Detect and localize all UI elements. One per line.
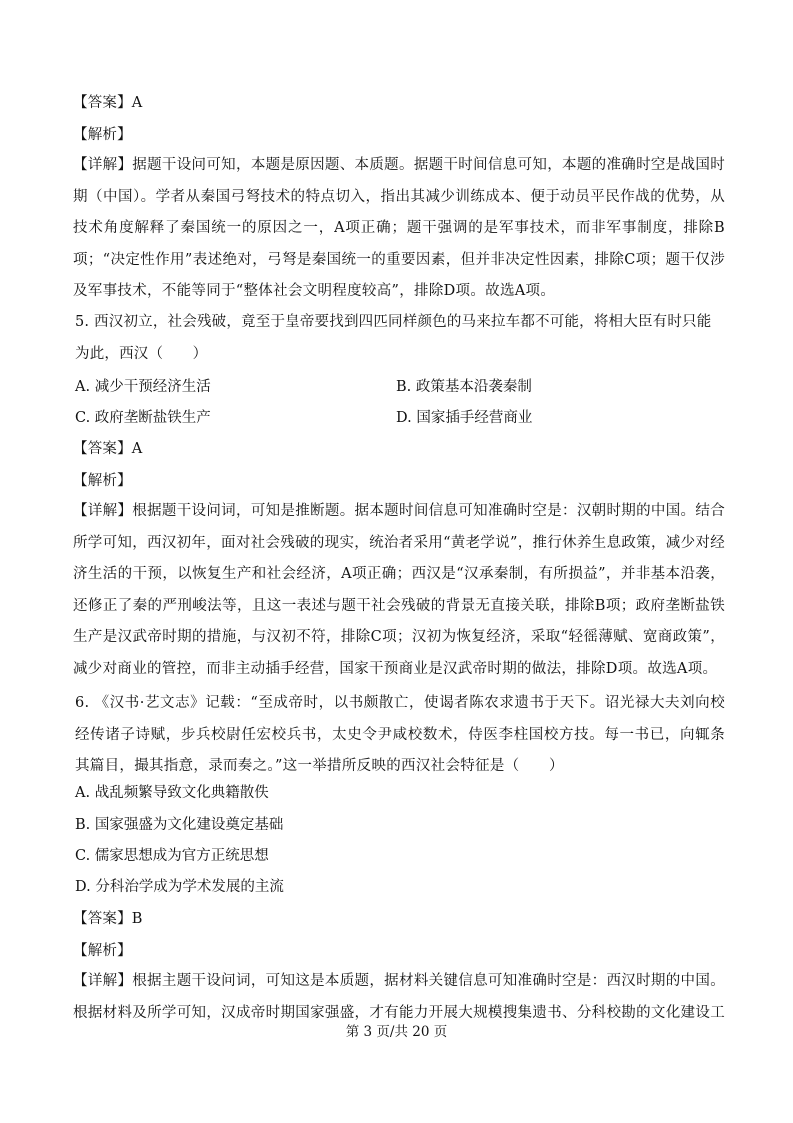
q5-option-c: C. 政府垄断盐铁生产	[75, 410, 211, 426]
q5-option-a: A. 减少干预经济生活	[75, 379, 211, 395]
q5-detail: 【详解】根据题干设问词，可知是推断题。据本题时间信息可知准确时空是：汉朝时期的中国。结合所学可知，西汉初年，面对社会残破的现实，统治者采用“黄老学说”，推行休养生息政策，减少对经济生活的干预，以恢复生产和社会经济，A项正确；西汉是“汉承秦制，有所损益”，并非基本沿袭，还修正了秦的严刑峻法等，且这一表述与题干社会残破的背景无直接关联，排除B项；政府垄断盐铁生产是汉武帝时期的措施，与汉初不符，排除C项；汉初为恢复经济，采取“轻徭薄赋、宽商政策”，减少对商业的管控，而非主动插手经营，国家干预商业是汉武帝时期的做法，排除D项。故选A项。	[73, 503, 725, 677]
q4-answer-label: 【答案】A	[73, 95, 143, 111]
q4-detail: 【详解】据题干设问可知，本题是原因题、本质题。据题干时间信息可知，本题的准确时空是战国时期（中国）。学者从秦国弓弩技术的特点切入，指出其减少训练成本、便于动员平民作战的优势，从技术角度解释了秦国统一的原因之一，A项正确；题干强调的是军事技术，而非军事制度，排除B项；“决定性作用”表述绝对，弓弩是秦国统一的重要因素，但并非决定性因素，排除C项；题干仅涉及军事技术，不能等同于“整体社会文明程度较高”，排除D项。故选A项。	[73, 157, 725, 300]
q5-answer-label: 【答案】A	[73, 441, 143, 457]
q5-stem-line2: 为此，西汉（ ）	[75, 346, 208, 362]
q4-analysis-label: 【解析】	[73, 127, 132, 143]
q6-option-c: C. 儒家思想成为官方正统思想	[75, 848, 269, 864]
q6-option-d: D. 分科治学成为学术发展的主流	[75, 879, 284, 895]
q5-option-b: B. 政策基本沿袭秦制	[396, 379, 532, 395]
q5-stem-line1: 5. 西汉初立，社会残破，竟至于皇帝要找到四匹同样颜色的马来拉车都不可能，将相大臣有时只能	[75, 314, 712, 330]
q6-option-a: A. 战乱频繁导致文化典籍散佚	[75, 785, 269, 801]
q5-option-d: D. 国家插手经营商业	[396, 410, 533, 426]
q6-analysis-label: 【解析】	[73, 943, 132, 959]
q6-option-b: B. 国家强盛为文化建设奠定基础	[75, 817, 284, 833]
page-number-footer: 第 3 页/共 20 页	[345, 1024, 448, 1040]
q6-stem: 6. 《汉书·艺文志》记载：“至成帝时，以书颇散亡，使谒者陈农求遗书于天下。诏光禄大夫刘向校经传诸子诗赋，步兵校尉任宏校兵书，太史令尹咸校数术，侍医李柱国校方技。每一书已，向辄条其篇目，撮其指意，录而奏之。”这一举措所反映的西汉社会特征是（ ）	[75, 695, 725, 775]
q6-detail: 【详解】根据主题干设问词，可知这是本质题，据材料关键信息可知准确时空是：西汉时期的中国。根据材料及所学可知，汉成帝时期国家强盛，才有能力开展大规模搜集遗书、分科校勘的文化建设工	[73, 973, 725, 1021]
q5-analysis-label: 【解析】	[73, 473, 132, 489]
q6-answer-label: 【答案】B	[73, 911, 143, 927]
